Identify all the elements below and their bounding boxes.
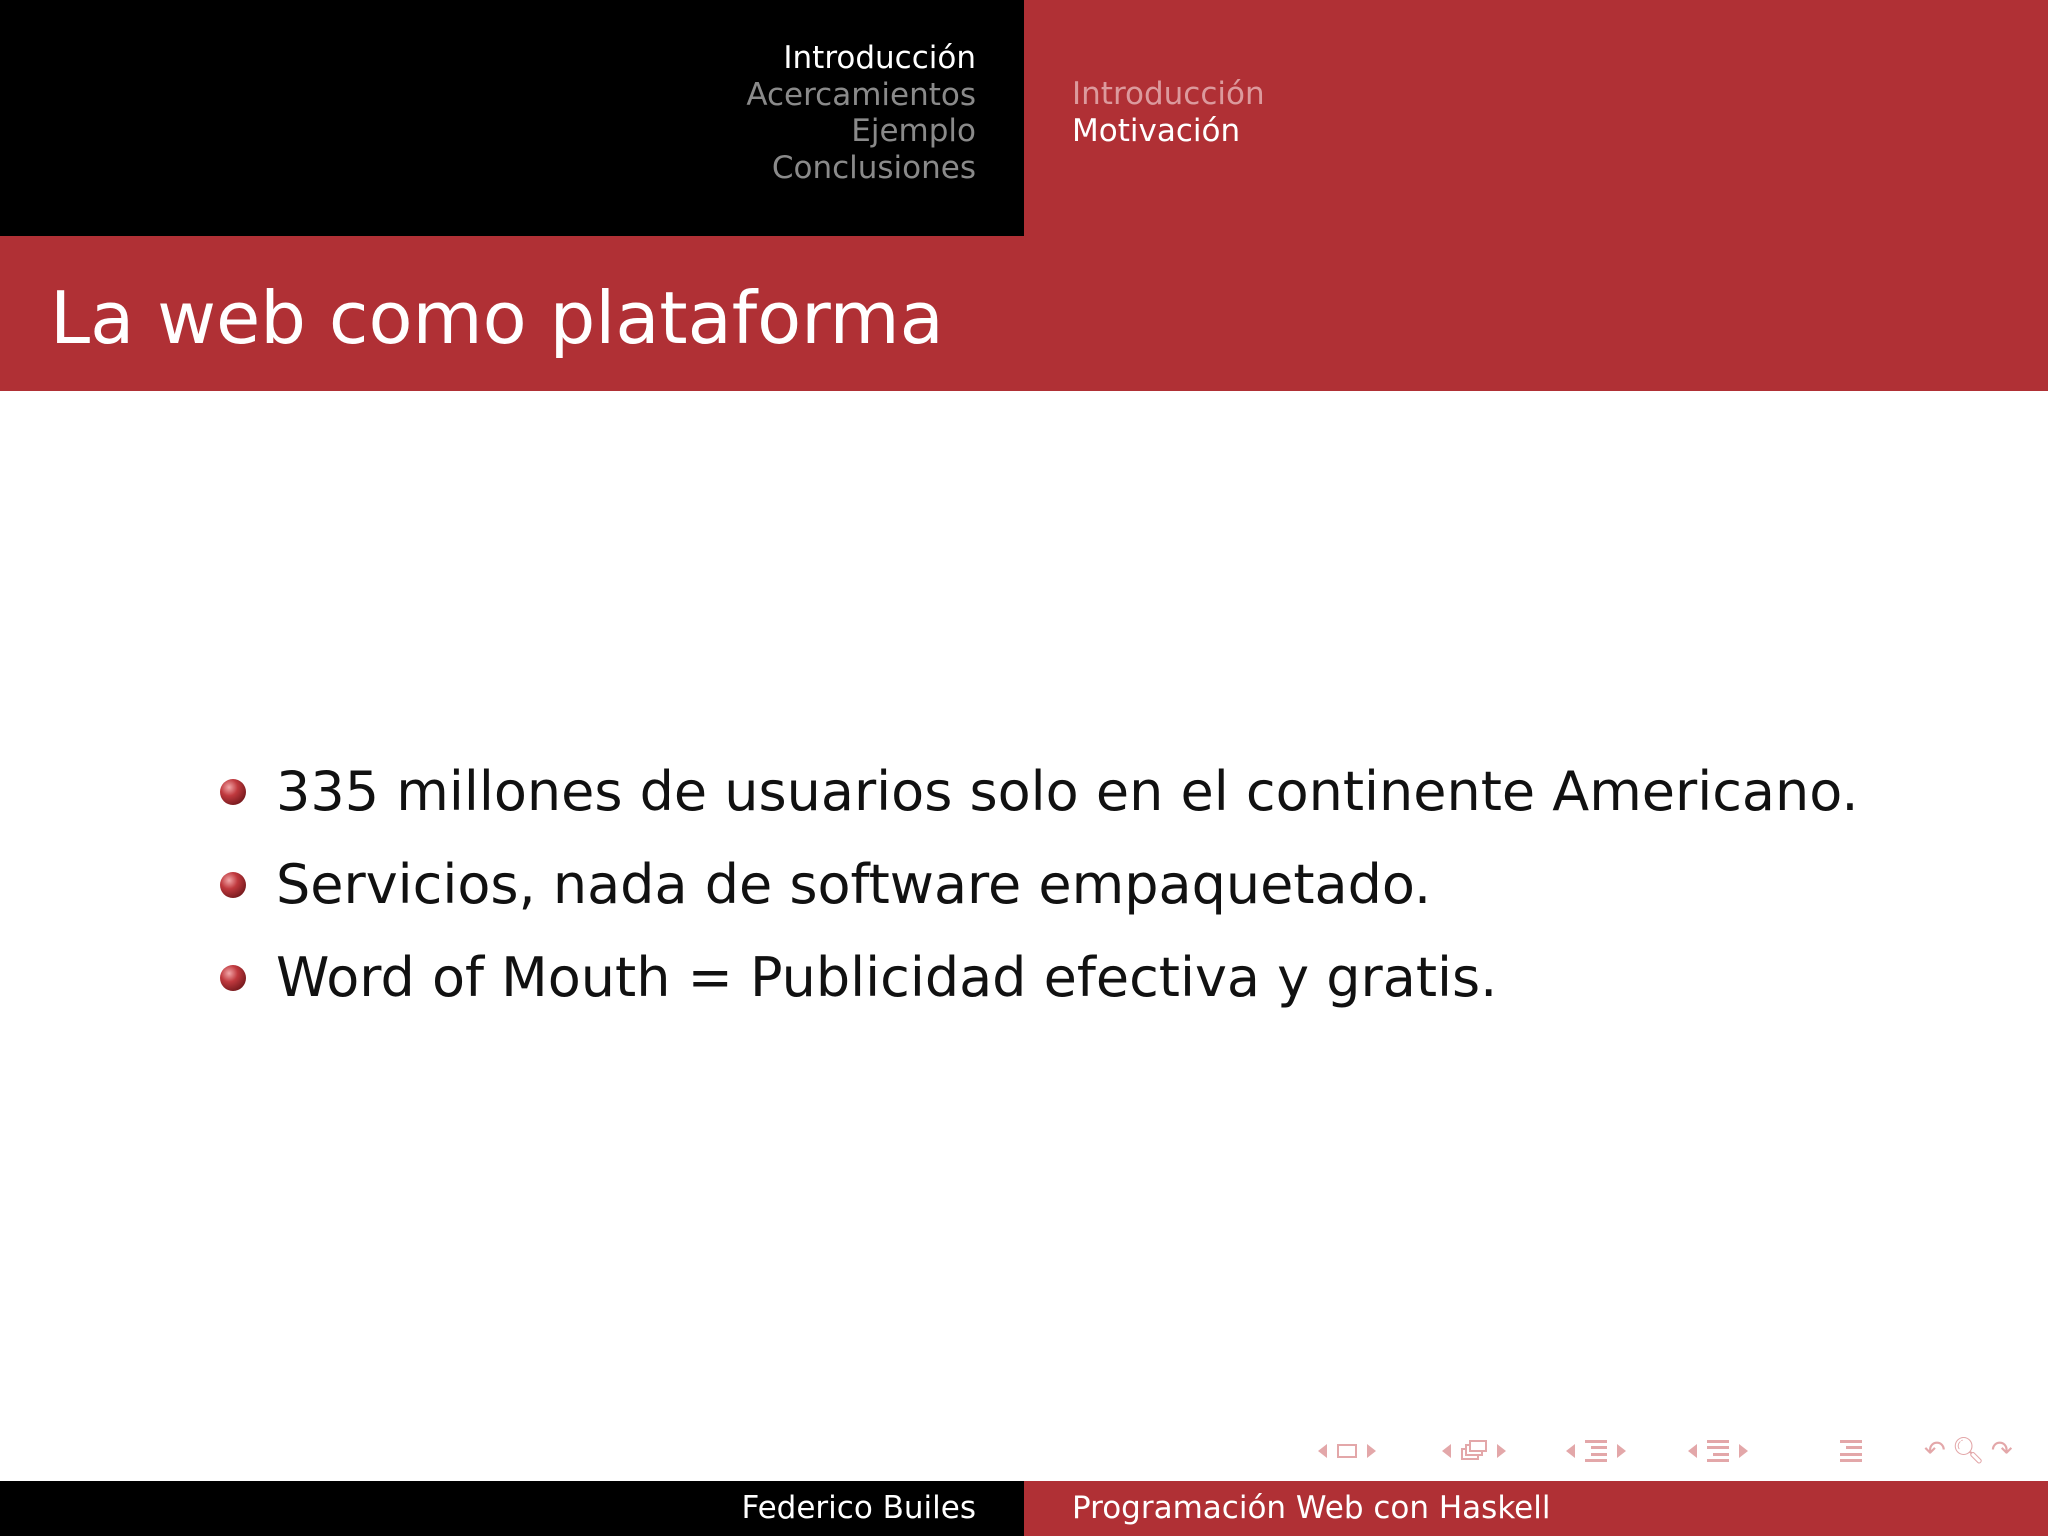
- search-nav-group: [1924, 1436, 2013, 1466]
- section-nav-group: [1566, 1436, 1626, 1466]
- section-link-conclusiones[interactable]: Conclusiones: [771, 149, 976, 186]
- subsection-icon[interactable]: [1461, 1440, 1487, 1462]
- header-subsections-panel: [1024, 0, 2048, 236]
- section-link-acercamientos[interactable]: Acercamientos: [746, 76, 976, 113]
- section-link-ejemplo[interactable]: Ejemplo: [851, 113, 976, 149]
- section-list: [746, 40, 976, 186]
- prev-part-icon[interactable]: [1688, 1444, 1697, 1458]
- part-nav-group: [1688, 1436, 1748, 1466]
- next-subsection-icon[interactable]: [1497, 1444, 1506, 1458]
- section-icon[interactable]: [1585, 1440, 1607, 1462]
- subsection-link-motivacion[interactable]: Motivación: [1072, 112, 1241, 149]
- prev-subsection-icon[interactable]: [1442, 1444, 1451, 1458]
- redo-icon[interactable]: ↷: [1990, 1436, 2013, 1466]
- header-sections-panel: [0, 0, 1024, 236]
- undo-icon[interactable]: ↶: [1924, 1436, 1946, 1466]
- footer-author: Federico Builes: [741, 1490, 976, 1526]
- bullet-item: [220, 931, 1858, 1024]
- frame-icon[interactable]: [1337, 1444, 1357, 1458]
- bullet-item: [220, 838, 1858, 931]
- subsection-list: [1072, 76, 1265, 149]
- bullet-text: Servicios, nada de software empaquetado.: [276, 852, 1432, 916]
- subsection-link-introduccion[interactable]: Introducción: [1072, 76, 1265, 112]
- bullet-list: [220, 745, 1858, 1024]
- subsection-nav-group: [1442, 1436, 1506, 1466]
- next-section-icon[interactable]: [1617, 1444, 1626, 1458]
- bullet-ball-icon: [220, 965, 246, 991]
- prev-frame-icon[interactable]: [1318, 1444, 1327, 1458]
- part-icon[interactable]: [1707, 1440, 1729, 1462]
- footer-author-panel: [0, 1481, 1024, 1536]
- frame-title-bar: [0, 236, 2048, 391]
- frame-nav-group: [1318, 1436, 1376, 1466]
- bullet-text: Word of Mouth = Publicidad efectiva y gratis.: [276, 945, 1498, 1009]
- navigation-bar: [1312, 1436, 2032, 1466]
- frame-title: La web como plataforma: [50, 276, 944, 360]
- bullet-item: [220, 745, 1858, 838]
- bullet-ball-icon: [220, 779, 246, 805]
- next-part-icon[interactable]: [1739, 1444, 1748, 1458]
- search-icon[interactable]: 🔍︎: [1951, 1436, 1985, 1466]
- bullet-text: 335 millones de usuarios solo en el continente Americano.: [276, 759, 1859, 823]
- footer-title: Programación Web con Haskell: [1072, 1490, 1551, 1526]
- next-frame-icon[interactable]: [1367, 1444, 1376, 1458]
- presentation-icon[interactable]: [1840, 1440, 1862, 1462]
- bullet-ball-icon: [220, 872, 246, 898]
- presentation-nav-group: [1840, 1436, 1862, 1466]
- section-link-introduccion[interactable]: Introducción: [783, 40, 976, 76]
- prev-section-icon[interactable]: [1566, 1444, 1575, 1458]
- footer-title-panel: [1024, 1481, 2048, 1536]
